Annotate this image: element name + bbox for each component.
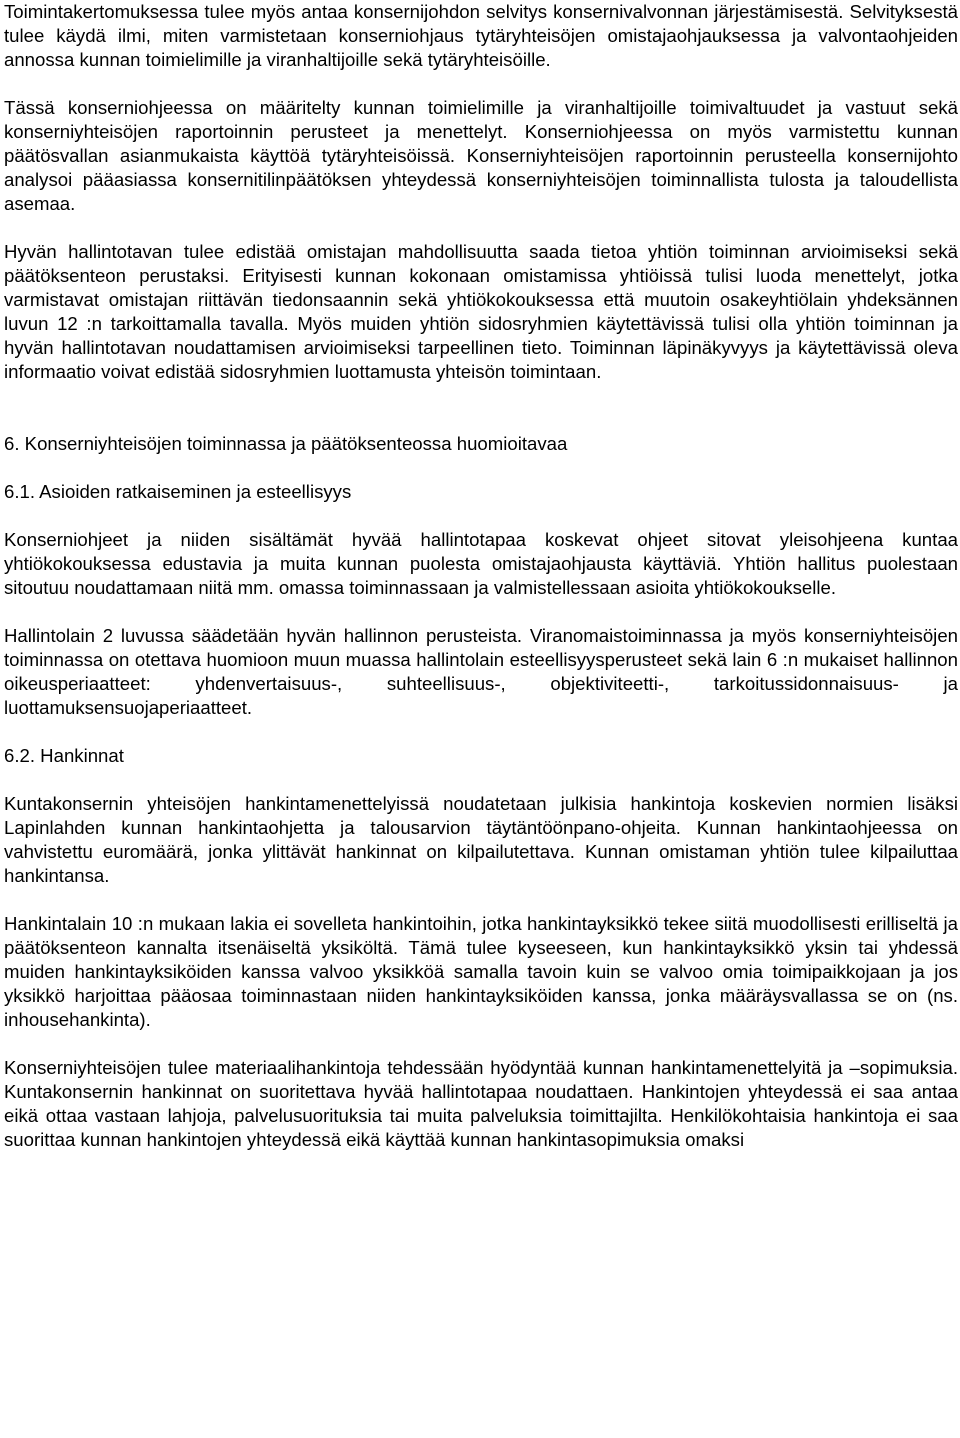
paragraph-toimivaltuudet: Tässä konserniohjeessa on määritelty kunnan toimielimille ja viranhaltijoille toimivaltuudet ja vastuut sekä konserniyhteisöjen raportoinnin perusteet ja menettelyt. Konserniohjeessa on myös varmistettu kunnan päätösvallan asianmukaista käyttöä tytäryhteisöissä. Konserniyhteisöjen raportoinnin perusteella konsernijohto analysoi pääasiassa konsernitilinpäätöksen yhteydessä konserniyhteisöjen toiminnallista tulosta ja taloudellista asemaa.: [4, 97, 958, 214]
paragraph-konserniohjeet: Konserniohjeet ja niiden sisältämät hyvää hallintotapaa koskevat ohjeet sitovat yleisohjeena kuntaa yhtiökokouksessa edustavia ja muita kunnan puolesta omistajaohjausta käyttäviä. Yhtiön hallitus puolestaan sitoutuu noudattamaan niitä mm. omassa toiminnassaan ja valmistellessaan asioita yhtiökokoukselle.: [4, 529, 958, 598]
paragraph-hallintolaki: Hallintolain 2 luvussa säädetään hyvän hallinnon perusteista. Viranomaistoiminnassa ja myös konserniyhteisöjen toiminnassa on otettava huomioon muun muassa hallintolain esteellisyysperusteet sekä lain 6 :n mukaiset hallinnon oikeusperiaatteet: yhdenvertaisuus-, suhteellisuus-, objektiviteetti-, tarkoitussidonnaisuus- ja luottamuksensuojaperiaatteet.: [4, 625, 958, 718]
paragraph-konsernivalvonta: Toimintakertomuksessa tulee myös antaa konsernijohdon selvitys konsernivalvonnan järjestämisestä. Selvityksestä tulee käydä ilmi, miten varmistetaan konserniohjaus tytäryhteisöjen omistajaohjauksessa ja valvontaohjeiden annossa kunnan toimielimille ja viranhaltijoille sekä tytäryhteisöille.: [4, 1, 958, 70]
paragraph-hankintalaki: Hankintalain 10 :n mukaan lakia ei sovelleta hankintoihin, jotka hankintayksikkö tekee siitä muodollisesti erilliseltä ja päätöksenteon kannalta itsenäiseltä yksiköltä. Tämä tulee kyseeseen, kun hankintayksikkö yksin tai yhdessä muiden hankintayksiköiden kanssa valvoo yksikköä samalla tavoin kuin se valvoo omia toimipaikkojaan ja jos yksikkö harjoittaa pääosaa toiminnastaan niiden hankintayksiköiden kanssa, jonka määräysvallassa se on (ns. inhousehankinta).: [4, 913, 958, 1030]
paragraph-materiaalihankinnat: Konserniyhteisöjen tulee materiaalihankintoja tehdessään hyödyntää kunnan hankintamenettelyitä ja –sopimuksia. Kuntakonsernin hankinnat on suoritettava hyvää hallintotapaa noudattaen. Hankintojen yhteydessä ei saa antaa eikä ottaa vastaan lahjoja, palvelusuorituksia tai muita palveluksia toimittajilta. Henkilökohtaisia hankintoja ei saa suorittaa kunnan hankintojen yhteydessä eikä käyttää kunnan hankintasopimuksia omaksi: [4, 1057, 958, 1150]
section-heading-6-2: 6.2. Hankinnat: [4, 745, 124, 766]
section-heading-6-1: 6.1. Asioiden ratkaiseminen ja esteellisyys: [4, 481, 352, 502]
paragraph-hankintamenettelyt: Kuntakonsernin yhteisöjen hankintamenettelyissä noudatetaan julkisia hankintoja koskevien normien lisäksi Lapinlahden kunnan hankintaohjetta ja talousarvion täytäntöönpano-ohjeita. Kunnan hankintaohjeessa on vahvistettu euromäärä, jonka ylittävät hankinnat on kilpailutettava. Kunnan omistaman yhtiön tulee kilpailuttaa hankintansa.: [4, 793, 958, 886]
paragraph-hyva-hallintotapa: Hyvän hallintotavan tulee edistää omistajan mahdollisuutta saada tietoa yhtiön toiminnan arvioimiseksi sekä päätöksenteon perustaksi. Erityisesti kunnan kokonaan omistamissa yhtiöissä tulisi luoda menettelyt, jotka varmistavat omistajan riittävän tiedonsaannin sekä yhtiökokouksessa että muutoin osakeyhtiölain yhdeksännen luvun 12 :n tarkoittamalla tavalla. Myös muiden yhtiön sidosryhmien käytettävissä tulisi olla yhtiön toiminnan ja hyvän hallintotavan noudattamisen arvioimiseksi tarpeellinen tieto. Toiminnan läpinäkyvyys ja käytettävissä oleva informaatio voivat edistää sidosryhmien luottamusta yhteisön toimintaan.: [4, 241, 958, 382]
section-heading-6: 6. Konserniyhteisöjen toiminnassa ja päätöksenteossa huomioitavaa: [4, 433, 568, 454]
